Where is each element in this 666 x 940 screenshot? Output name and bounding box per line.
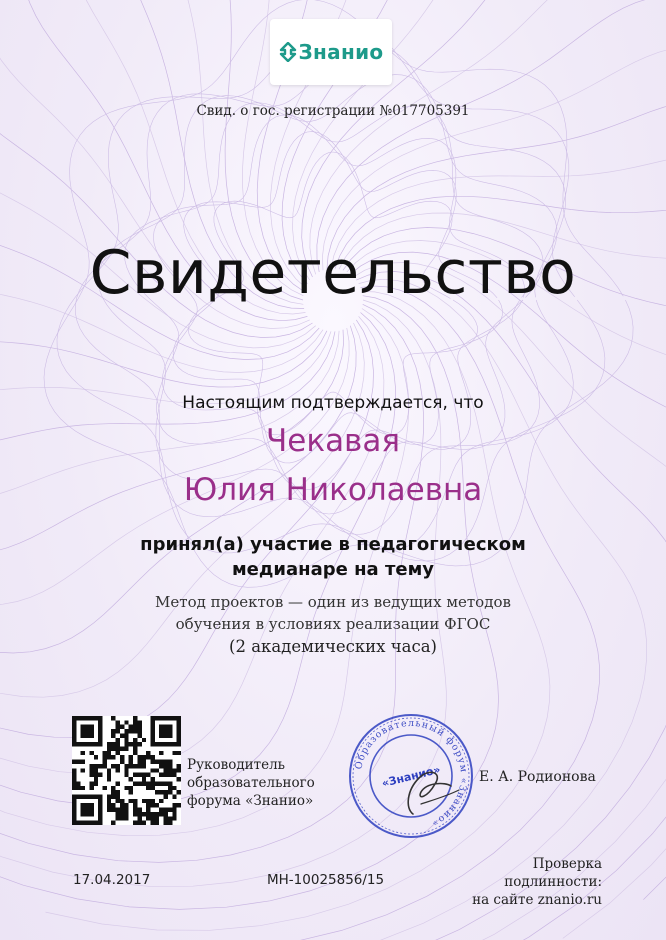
page-title: Свидетельство xyxy=(89,238,577,308)
znanio-logo xyxy=(270,19,392,85)
official-stamp xyxy=(347,712,475,840)
logo-text: Знанио xyxy=(298,40,384,64)
signatory-name: Е. А. Родионова xyxy=(479,769,596,785)
confirmation-text: Настоящим подтверждается, что xyxy=(182,393,484,413)
recipient-surname: Чекавая xyxy=(266,423,400,459)
verification-note xyxy=(472,855,602,909)
signatory-role xyxy=(187,756,315,810)
recipient-given-names: Юлия Николаевна xyxy=(183,472,483,508)
signatory-role-line: образовательного xyxy=(187,775,315,791)
academic-hours: (2 академических часа) xyxy=(229,637,437,656)
certificate-number: МН-10025856/15 xyxy=(267,872,385,888)
verification-line: на сайте znanio.ru xyxy=(472,892,602,908)
stamp-ring-text: Образовательный форум «Знанио» xyxy=(353,717,470,830)
topic-line-1: Метод проектов — один из ведущих методов xyxy=(155,593,511,611)
logo-mark-icon xyxy=(279,42,297,62)
qr-code[interactable] xyxy=(72,716,181,825)
registration-number: Свид. о гос. регистрации №017705391 xyxy=(196,103,470,119)
participation-line-2: медианаре на тему xyxy=(231,559,435,580)
issue-date: 17.04.2017 xyxy=(73,872,151,888)
stamp-center-text: «Знанио» xyxy=(380,762,442,791)
verification-line: Проверка xyxy=(532,856,602,872)
signatory-role-line: форума «Знанио» xyxy=(187,793,314,809)
participation-line-1: принял(а) участие в педагогическом xyxy=(140,534,526,555)
topic-line-2: обучения в условиях реализации ФГОС xyxy=(175,615,491,633)
verification-line: подлинности: xyxy=(504,874,602,890)
signatory-role-line: Руководитель xyxy=(187,757,286,773)
